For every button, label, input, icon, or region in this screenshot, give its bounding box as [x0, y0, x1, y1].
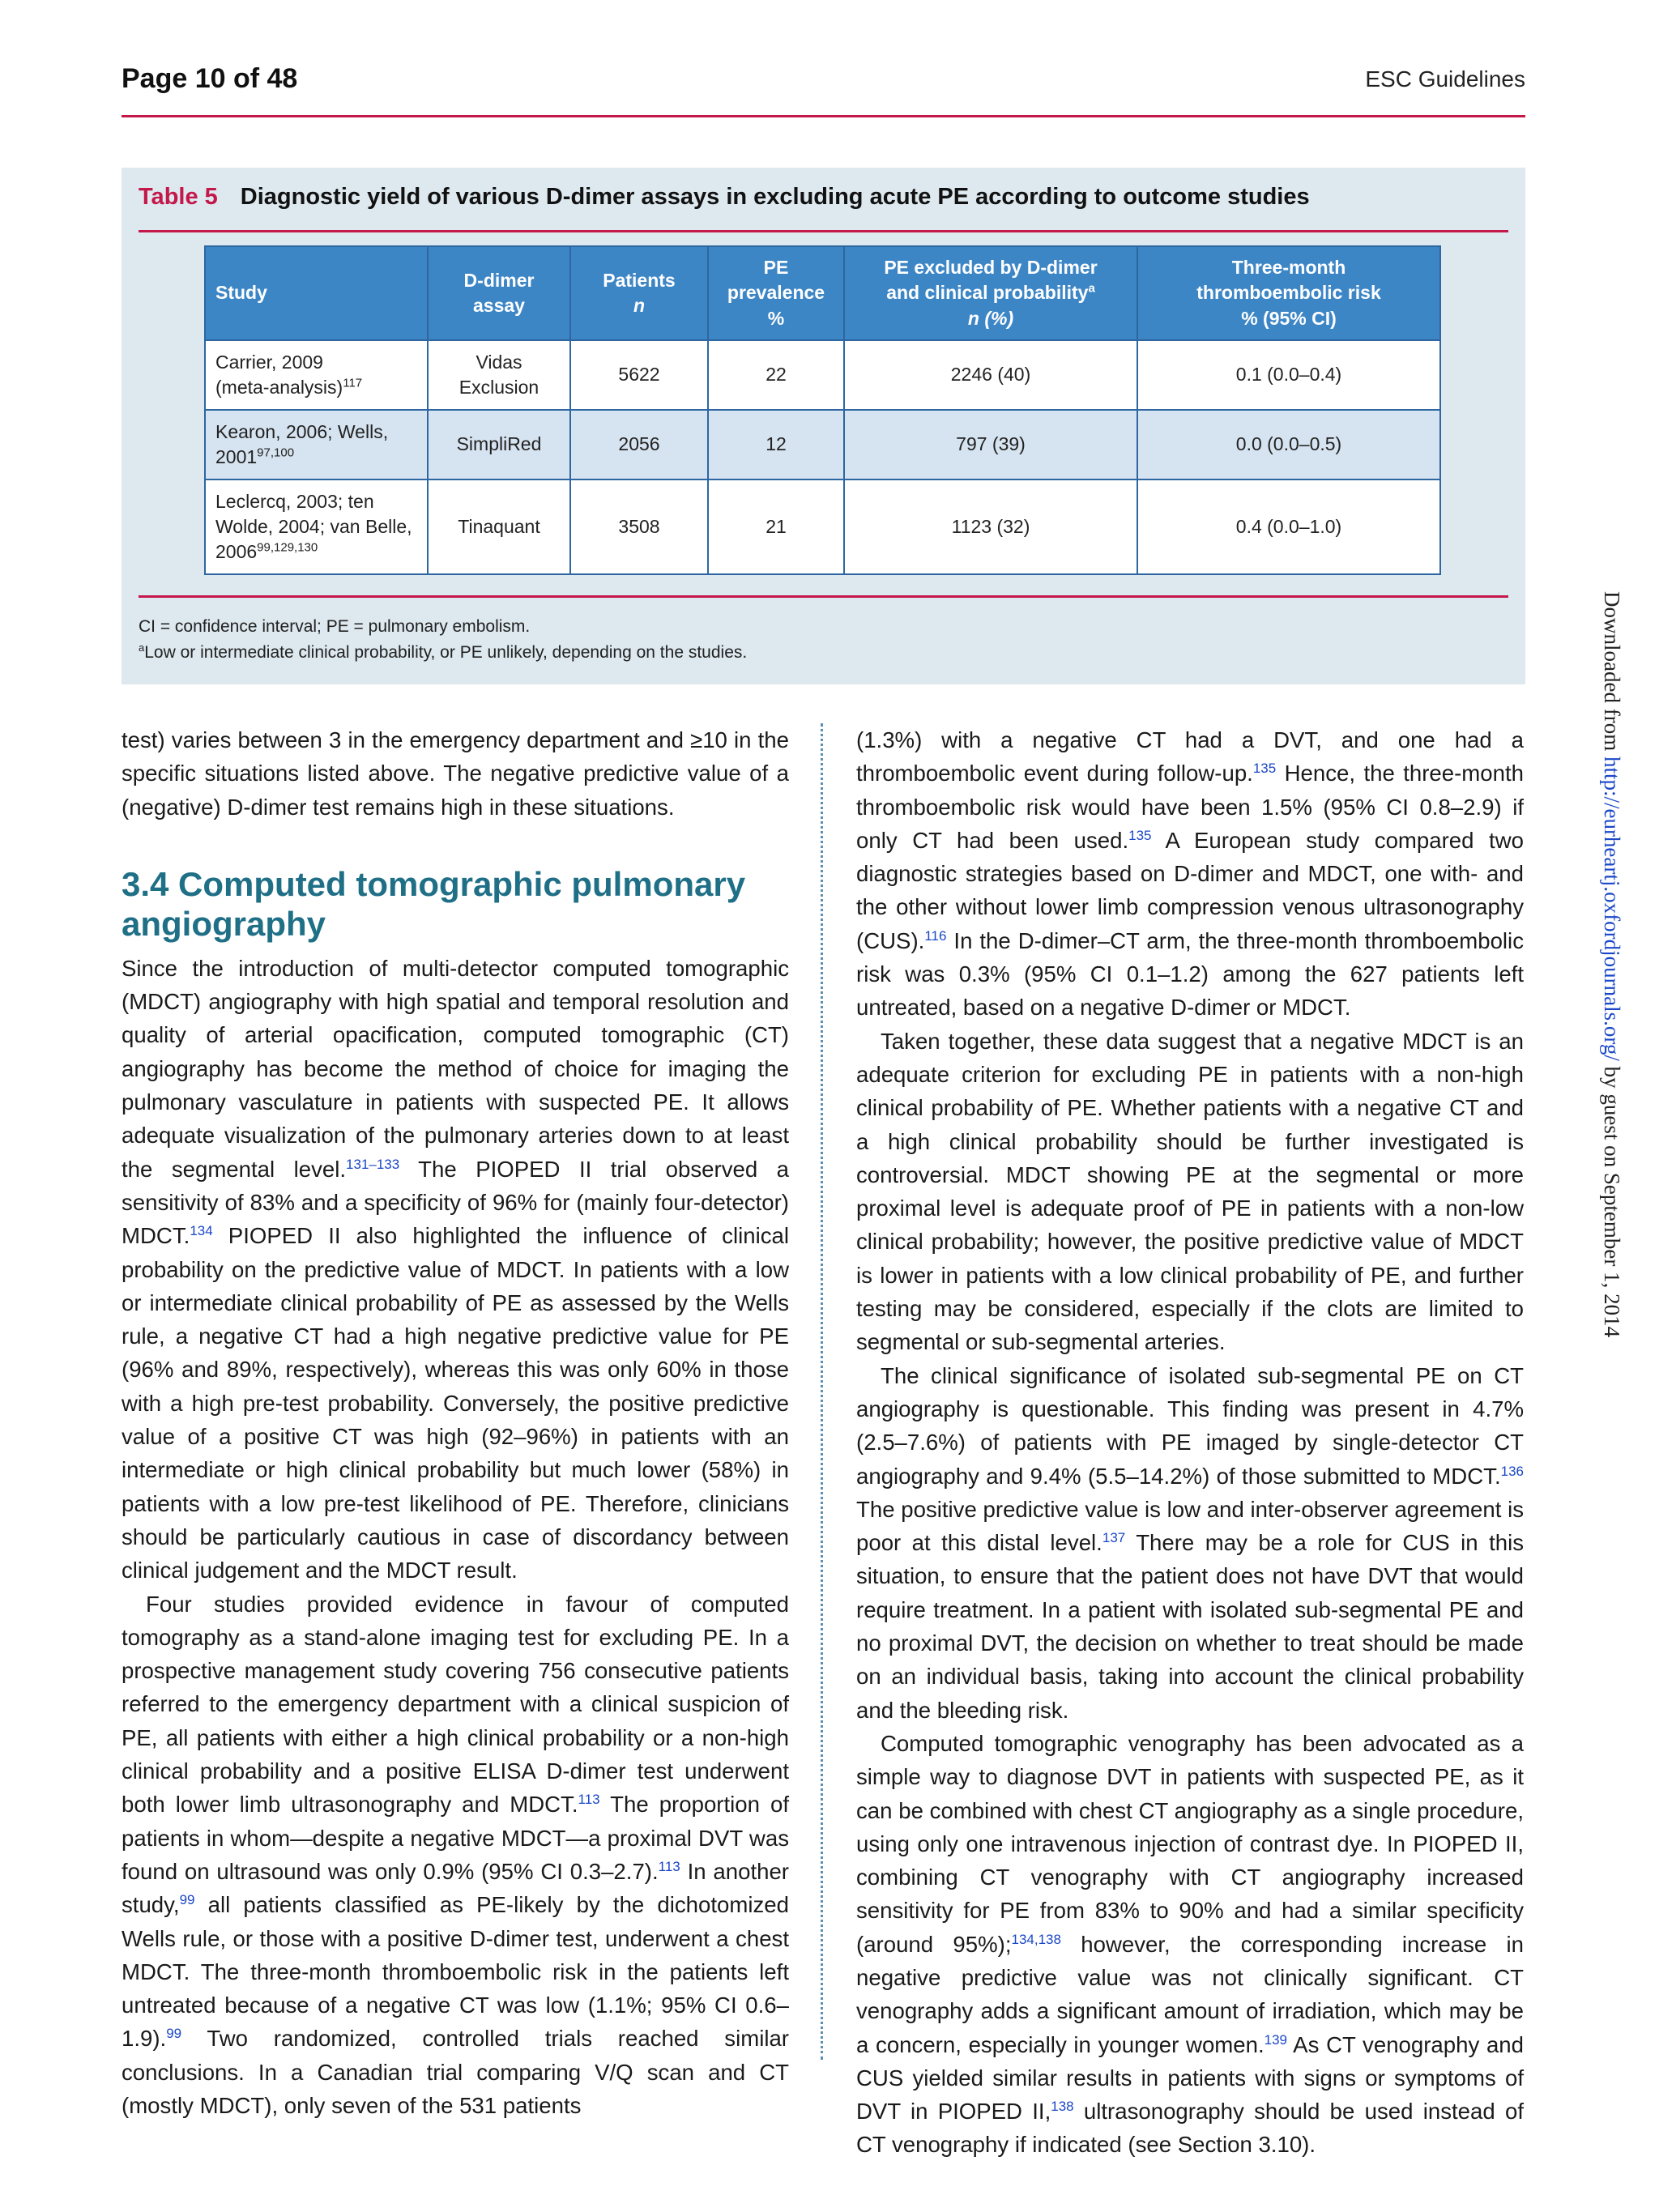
right-column: [856, 723, 1524, 2162]
paragraph: Since the introduction of multi-detector computed tomographic (MDCT) angiography with high spatial and temporal resolution and quality of arterial opacification, computed tomographic (CT) angiography has become the method of choice for imaging the pulmonary vasculature in patients with suspected PE. It allows adequate visualization of the pulmonary arteries down to at least the segmental level.$^{131-133}$ The PIOPED II trial observed a sensitivity of 83% and a specificity of 96% for (mainly four-detector) MDCT.$^{134}$ PIOPED II also highlighted the influence of clinical probability on the predictive value of MDCT. In patients with a low or intermediate clinical probability of PE as assessed by the Wells rule, a negative CT had a high negative predictive value for PE (96% and 89%, respectively), whereas this was only 60% in those with a high pre-test probability. Conversely, the positive predictive value of a positive CT was high (92–96%) in patients with an intermediate or high clinical probability but much lower (58%) in patients with a low pre-test likelihood of PE. Therefore, clinicians should be particularly cautious in case of discordancy between clinical judgement and the MDCT result.: [122, 955, 789, 1583]
paragraph: The clinical significance of isolated sub-segmental PE on CT angiography is questionable. This finding was present in 4.7% (2.5–7.6%) of patients with PE imaged by single-detector CT angiography and 9.4% (5.5–14.2%) of those submitted to MDCT.$^{136}$ The positive predictive value is low and inter-observer agreement is poor at this distal level.$^{137}$ There may be a role for CUS in this situation, to ensure that the patient does not have DVT that would require treatment. In a patient with isolated sub-segmental PE and no proximal DVT, the decision on whether to treat should be made on an individual basis, taking into account the clinical probability and the bleeding risk.: [856, 1362, 1525, 1723]
journal-link[interactable]: http://eurheartj.oxfordjournals.org/: [1600, 756, 1624, 1061]
page-header: [122, 63, 1525, 104]
section-heading: 3.4 Computed tomographic pulmonary angiography: [122, 864, 746, 943]
col-header-excluded: PE excluded by D-dimer and clinical probability$^a$ n (%): [844, 246, 1137, 340]
cell-risk: 0.1 (0.0–0.4): [1137, 340, 1440, 410]
table-label: Table 5: [139, 184, 218, 210]
cell-excluded: 2246 (40): [844, 340, 1137, 410]
cell-assay: Tinaquant: [428, 479, 570, 574]
paragraph: test) varies between 3 in the emergency department and ≥10 in the specific situations listed above. The negative predictive value of a (negative) D-dimer test remains high in these situations.: [122, 727, 789, 820]
paragraph: Taken together, these data suggest that a negative MDCT is an adequate criterion for excluding PE in patients with a non-high clinical probability of PE. Whether patients with a negative CT and a high clinical probability should be further investigated is controversial. MDCT showing PE at the segmental or more proximal level is adequate proof of PE in patients with a non-low clinical probability; however, the positive predictive value of MDCT is lower in patients with a low clinical probability of PE, and further testing may be considered, especially if the clots are limited to segmental or sub-segmental arteries.: [856, 1028, 1524, 1355]
cell-study: Leclercq, 2003; ten Wolde, 2004; van Belle, 2006$^{99,129,130}$: [205, 479, 428, 574]
table-bottom-rule: [139, 595, 1508, 598]
cell-study: Carrier, 2009 (meta-analysis)$^{117}$: [205, 340, 428, 410]
table-row: [205, 340, 1440, 410]
column-divider: [821, 723, 823, 2060]
cell-study: Kearon, 2006; Wells, 2001$^{97,100}$: [205, 410, 428, 479]
page-number: Page 10 of 48: [122, 63, 298, 94]
cell-patients: 2056: [570, 410, 708, 479]
table-footnote: CI = confidence interval; PE = pulmonary embolism.: [139, 617, 531, 636]
col-header-study: Study: [205, 246, 428, 340]
cell-risk: 0.4 (0.0–1.0): [1137, 479, 1440, 574]
d-dimer-table: [204, 245, 1441, 575]
col-header-patients: Patients n: [570, 246, 708, 340]
cell-patients: 5622: [570, 340, 708, 410]
table-row: [205, 479, 1440, 574]
table-caption: [139, 184, 1310, 211]
cell-risk: 0.0 (0.0–0.5): [1137, 410, 1440, 479]
col-header-risk: Three-month thromboembolic risk % (95% CI): [1137, 246, 1440, 340]
table-panel: [122, 168, 1525, 684]
paragraph: Computed tomographic venography has been advocated as a simple way to diagnose DVT in patients with suspected PE, as it can be combined with chest CT angiography as a single procedure, using only one intravenous injection of contrast dye. In PIOPED II, combining CT venography with CT angiography increased sensitivity for PE from 83% to 90% and had a similar specificity (around 95%);$^{134,138}$ however, the corresponding increase in negative predictive value was not clinically significant. CT venography adds a significant amount of irradiation, which may be a concern, especially in younger women.$^{139}$ As CT venography and CUS yielded similar results in patients with signs or symptoms of DVT in PIOPED II,$^{138}$ ultrasonography should be used instead of CT venography if indicated (see Section 3.10).: [856, 1730, 1525, 2158]
cell-patients: 3508: [570, 479, 708, 574]
cell-excluded: 1123 (32): [844, 479, 1137, 574]
caption-rule: [139, 230, 1508, 232]
cell-assay: SimpliRed: [428, 410, 570, 479]
table-footnote: $^a$Low or intermediate clinical probability, or PE unlikely, depending on the studies.: [139, 641, 748, 662]
col-header-prevalence: PE prevalence %: [708, 246, 844, 340]
cell-excluded: 797 (39): [844, 410, 1137, 479]
table-row: [205, 410, 1440, 479]
table-title: Diagnostic yield of various D-dimer assays in excluding acute PE according to outcome studies: [240, 184, 1310, 210]
left-column: [122, 723, 789, 2122]
download-notice: Downloaded from http://eurheartj.oxfordjournals.org/ by guest on September 1, 2014: [1600, 591, 1624, 1338]
header-rule: [122, 115, 1525, 117]
paragraph: (1.3%) with a negative CT had a DVT, and one had a thromboembolic event during follow-up.$^{135}$ Hence, the three-month thromboembolic risk would have been 1.5% (95% CI 0.8–2.9) if only CT had been used.$^{135}$ A European study compared two diagnostic strategies based on D-dimer and MDCT, one with- and the other without lower limb compression venous ultrasonography (CUS).$^{116}$ In the D-dimer–CT arm, the three-month thromboembolic risk was 0.3% (95% CI 0.1–1.2) among the 627 patients left untreated, based on a negative D-dimer or MDCT.: [856, 727, 1524, 1021]
cell-assay: Vidas Exclusion: [428, 340, 570, 410]
journal-name: ESC Guidelines: [1365, 66, 1525, 92]
cell-prevalence: 12: [708, 410, 844, 479]
cell-prevalence: 22: [708, 340, 844, 410]
paragraph: Four studies provided evidence in favour of computed tomography as a stand-alone imaging test for excluding PE. In a prospective management study covering 756 consecutive patients referred to the emergency department with a clinical suspicion of PE, all patients with either a high clinical probability or a non-high clinical probability and a positive ELISA D-dimer test underwent both lower limb ultrasonography and MDCT.$^{113}$ The proportion of patients in whom—despite a negative MDCT—a proximal DVT was found on ultrasound was only 0.9% (95% CI 0.3–2.7).$^{113}$ In another study,$^{99}$ all patients classified as PE-likely by the dichotomized Wells rule, or those with a positive D-dimer test, underwent a chest MDCT. The three-month thromboembolic risk in the patients left untreated because of a negative CT was low (1.1%; 95% CI 0.6–1.9).$^{99}$ Two randomized, controlled trials reached similar conclusions. In a Canadian trial comparing V/Q scan and CT (mostly MDCT), only seven of the 531 patients: [122, 1591, 789, 2118]
cell-prevalence: 21: [708, 479, 844, 574]
col-header-assay: D-dimer assay: [428, 246, 570, 340]
table-header-row: [205, 246, 1440, 340]
